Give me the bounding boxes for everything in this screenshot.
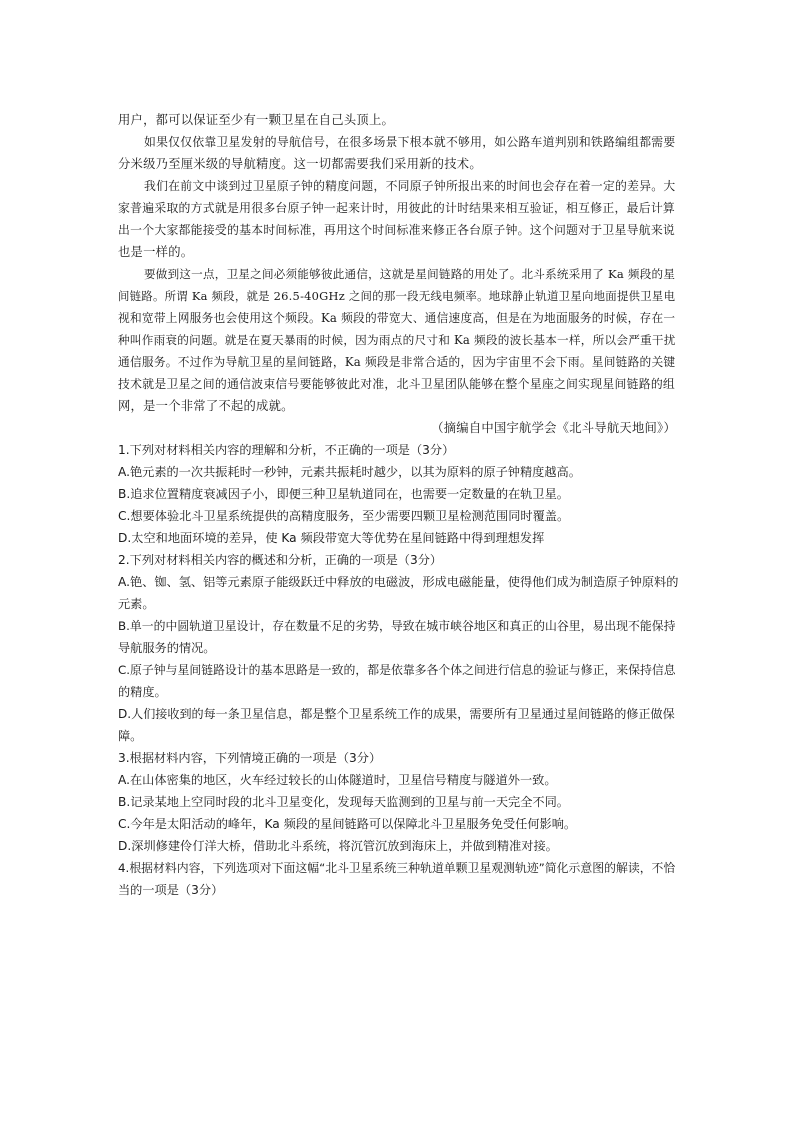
question-line: B.追求位置精度衰减因子小，即便三种卫星轨道同在，也需要一定数量的在轨卫星。 [118,487,569,501]
question-line: D.太空和地面环境的差异，使 Ka 频段带宽大等优势在星间链路中得到理想发挥 [118,531,545,545]
passage-source: （摘编自中国宇航学会《北斗导航天地间》） [431,421,676,435]
question-line: 当的一项是（3分） [118,883,224,897]
question-line: C.今年是太阳活动的峰年，Ka 频段的星间链路可以保障北斗卫星服务免受任何影响。 [118,817,577,831]
passage-line: 也是一样的。 [118,245,194,259]
passage-line: 分米级乃至厘米级的导航精度。这一切都需要我们采用新的技术。 [118,157,482,171]
passage-line: 通信服务。不过作为导航卫星的星间链路，Ka 频段是非常合适的，因为宇宙里不会下雨。星间链路的关键 [118,355,676,369]
question-line: B.单一的中圆轨道卫星设计，存在数量不足的劣势，导致在城市峡谷地区和真正的山谷里，易出现不能保持 [118,619,676,633]
passage-line: 用户，都可以保证至少有一颗卫星在自己头顶上。 [118,113,395,127]
passage-line: 要做到这一点，卫星之间必须能够彼此通信，这就是星间链路的用处了。北斗系统采用了 Ka 频段的星 [144,267,676,281]
question-line: D.人们接收到的每一条卫星信息，都是整个卫星系统工作的成果，需要所有卫星通过星间链路的修正做保 [118,707,675,721]
passage-line: 出一个大家都能接受的基本时间标准，再用这个时间标准来修正各台原子钟。这个问题对于卫星导航来说 [118,223,676,237]
question-line: A.在山体密集的地区，火车经过较长的山体隧道时，卫星信号精度与隧道外一致。 [118,773,557,787]
question-line: 3.根据材料内容，下列情境正确的一项是（3分） [118,751,382,765]
question-line: 的精度。 [118,685,167,699]
question-line: 2.下列对材料相关内容的概述和分析，正确的一项是（3分） [118,553,443,567]
passage-line: 技术就是卫星之间的通信波束信号要能够彼此对准，北斗卫星团队能够在整个星座之间实现星间链路的组 [118,377,676,391]
question-line: D.深圳修建伶仃洋大桥，借助北斗系统，将沉管沉放到海床上，并做到精准对接。 [118,839,558,853]
passage-line: 网，是一个非常了不起的成就。 [118,399,294,413]
passage-line: 我们在前文中谈到过卫星原子钟的精度问题，不同原子钟所报出来的时间也会存在着一定的差异。大 [144,179,676,193]
question-line: C.原子钟与星间链路设计的基本思路是一致的，都是依靠多各个体之间进行信息的验证与修正，来保持信息 [118,663,676,677]
question-line: 4.根据材料内容，下列选项对下面这幅“北斗卫星系统三种轨道单颗卫星观测轨迹”简化示意图的解读，不恰 [118,861,676,875]
passage-line: 种叫作雨衰的问题。就是在夏天暴雨的时候，因为雨点的尺寸和 Ka 频段的波长基本一样，所以会严重干扰 [118,333,676,347]
question-line: 导航服务的情况。 [118,641,216,655]
passage-line: 家普遍采取的方式就是用很多台原子钟一起来计时，用彼此的计时结果来相互验证，相互修正，最后计算 [118,201,676,215]
question-line: A.铯元素的一次共振耗时一秒钟，元素共振耗时越少，以其为原料的原子钟精度越高。 [118,465,581,479]
question-line: 障。 [118,729,143,743]
question-line: 元素。 [118,597,155,611]
passage-line: 视和宽带上网服务也会使用这个频段。Ka 频段的带宽大、通信速度高，但是在为地面服务的时候，存在一 [118,311,676,325]
question-line: B.记录某地上空同时段的北斗卫星变化，发现每天监测到的卫星与前一天完全不同。 [118,795,569,809]
question-line: C.想要体验北斗卫星系统提供的高精度服务，至少需要四颗卫星检测范围同时覆盖。 [118,509,570,523]
question-line: A.铯、铷、氢、铝等元素原子能级跃迁中释放的电磁波，形成电磁能量，使得他们成为制造原子钟原料的 [118,575,679,589]
question-line: 1.下列对材料相关内容的理解和分析，不正确的一项是（3分） [118,443,455,457]
passage-line: 如果仅仅依靠卫星发射的导航信号，在很多场景下根本就不够用，如公路车道判别和铁路编组都需要 [144,135,676,149]
passage-line: 间链路。所谓 Ka 频段，就是 26.5-40GHz 之间的那一段无线电频率。地球静止轨道卫星向地面提供卫星电 [118,289,676,303]
